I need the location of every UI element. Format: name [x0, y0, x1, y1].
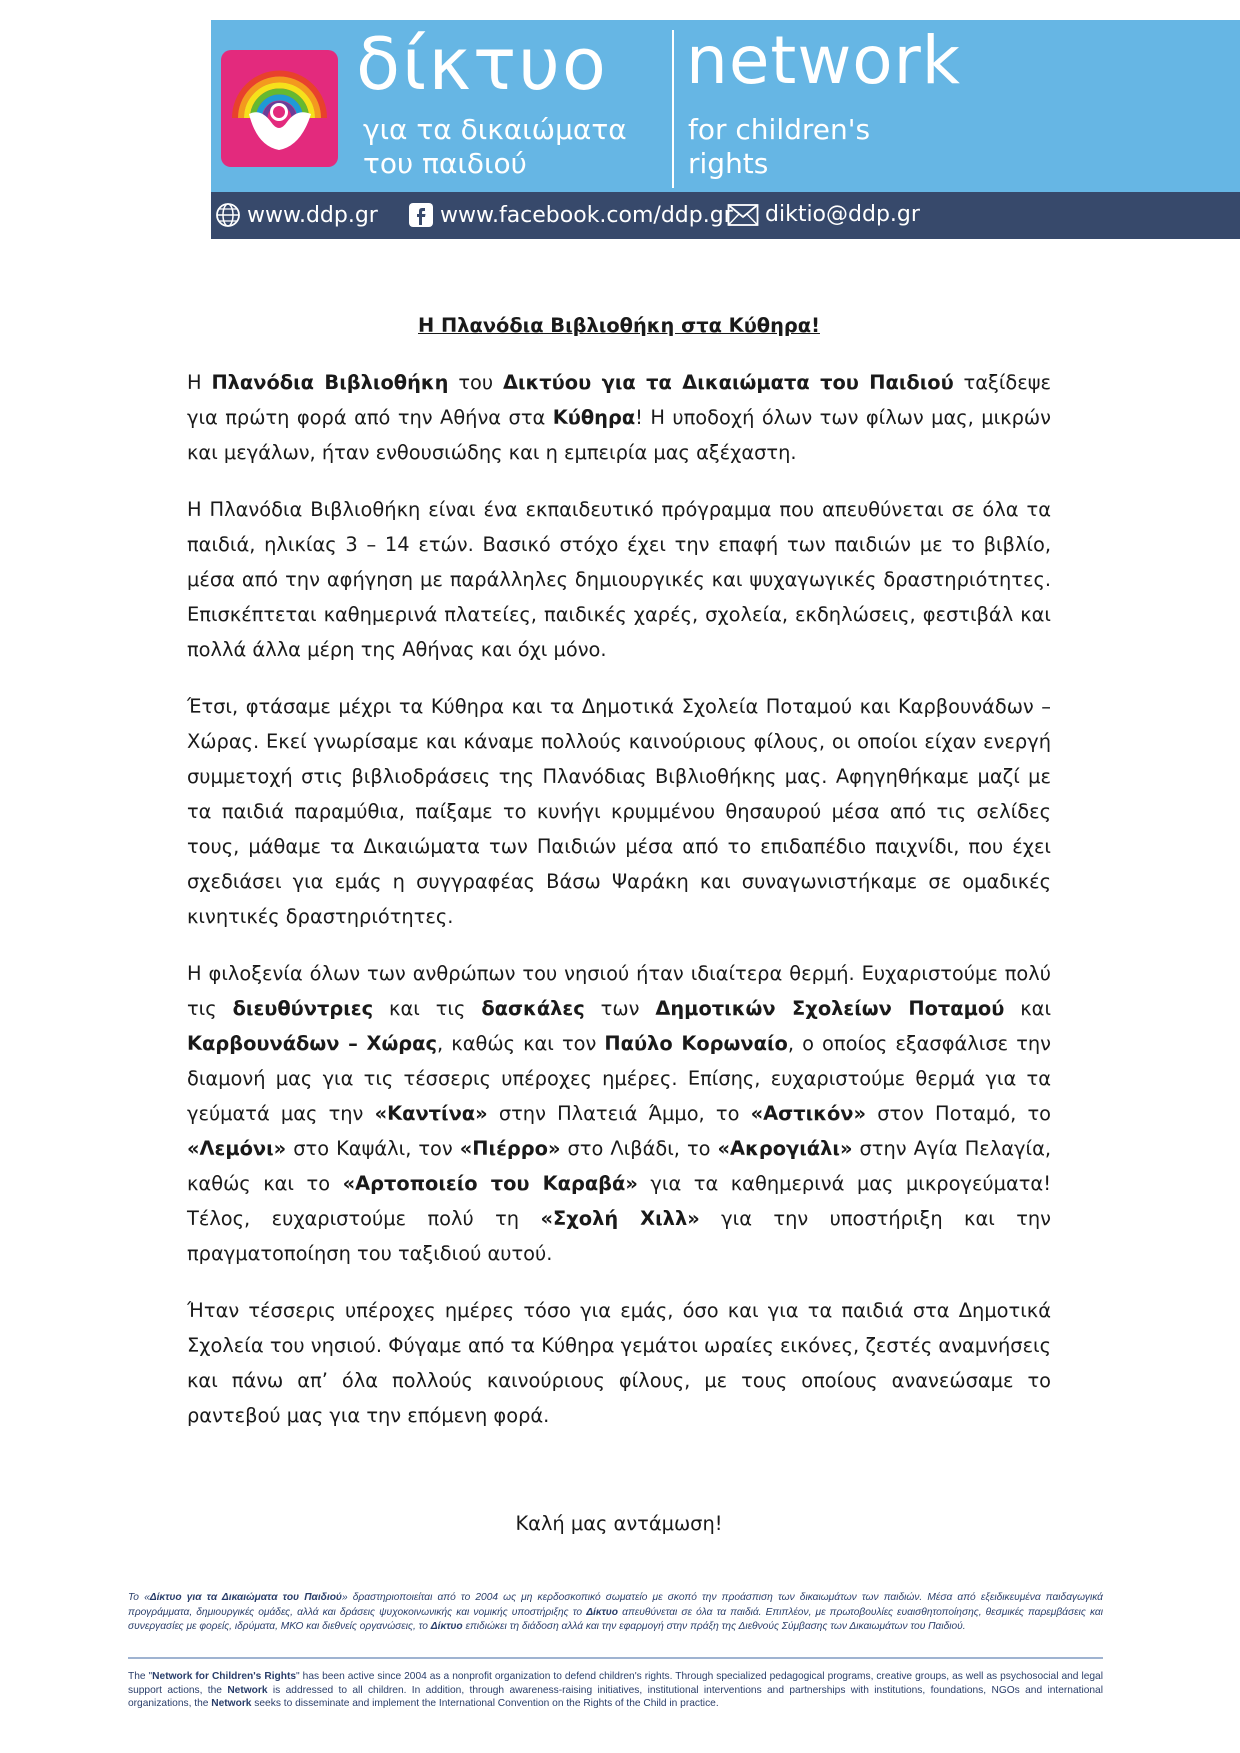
text-run: για τα καθημερινά μας μικρογεύματα! Τέλος, ευχαριστούμε πολύ τη: [187, 1172, 1051, 1230]
envelope-icon: [727, 203, 759, 227]
website-text: www.ddp.gr: [247, 202, 378, 228]
text-run: ! Η υποδοχή όλων των φίλων μας, μικρών και μεγάλων, ήταν ενθουσιώδης και η εμπειρία μας αξέχαστη.: [187, 406, 1051, 464]
rainbow-child-logo-icon: [221, 50, 338, 167]
brand-english-title: network: [686, 22, 962, 99]
text-run: ταξίδεψε για πρώτη φορά από την Αθήνα στα: [187, 371, 1051, 429]
header-banner: [211, 20, 1240, 239]
footer-greek: [128, 1591, 1103, 1635]
bold-run: Δίκτυο για τα Δικαιώματα του Παιδιού: [149, 1592, 342, 1603]
text-run: seeks to disseminate and implement the International Convention on the Rights of the Child in practice.: [251, 1698, 719, 1709]
brand-greek-subtitle-2: του παιδιού: [363, 147, 527, 180]
facebook-link[interactable]: [408, 202, 733, 228]
footer-english: [128, 1670, 1103, 1711]
bold-run: Network: [211, 1698, 252, 1709]
text-run: " has been active since 2004 as a nonprofit organization to defend children's rights. Through specialized pedagogical programs, creative groups, as well as psychosocial and legal support actions, the: [128, 1671, 1103, 1696]
bold-run: «Αρτοποιείο του Καραβά»: [342, 1172, 638, 1195]
bold-run: «Καντίνα»: [374, 1102, 488, 1125]
text-run: στο Λιβάδι, το: [560, 1137, 718, 1160]
brand-english-subtitle-1: for children's: [688, 113, 871, 146]
text-run: , καθώς και τον: [437, 1032, 605, 1055]
closing-line: Καλή μας αντάμωση!: [515, 1512, 723, 1535]
text-run: Η: [187, 371, 212, 394]
text-run: is addressed to all children. In addition, through awareness-raising initiatives, institutional interventions and partnerships with institutions, foundations, NGOs and international organizations, the: [128, 1684, 1103, 1709]
bold-run: διευθύντριες: [232, 997, 374, 1020]
footer-divider: [128, 1657, 1103, 1659]
text-run: στην Πλατειά Άμμο, το: [487, 1102, 751, 1125]
bold-run: Network for Children's Rights: [152, 1671, 297, 1682]
email-link[interactable]: [727, 202, 920, 227]
facebook-icon: [408, 202, 434, 228]
paragraph-4: [187, 956, 1051, 1271]
text-run: Το «: [128, 1592, 150, 1603]
bold-run: Network: [227, 1684, 268, 1696]
website-link[interactable]: [215, 202, 378, 228]
text-run: του: [448, 371, 503, 394]
paragraph-1: [187, 365, 1051, 470]
text-run: στον Ποταμό, το: [866, 1102, 1052, 1125]
bold-run: Δημοτικών Σχολείων Ποταμού: [655, 997, 1005, 1020]
paragraph-3: Έτσι, φτάσαμε μέχρι τα Κύθηρα και τα Δημοτικά Σχολεία Ποταμού και Καρβουνάδων – Χώρας. Εκεί γνωρίσαμε και κάναμε πολλούς καινούριους φίλους, οι οποίοι είχαν ενεργή συμμετοχή στις βιβλιοδράσεις της Πλανόδιας Βιβλιοθήκης μας. Αφηγηθήκαμε μαζί με τα παιδιά παραμύθια, παίξαμε το κυνήγι κρυμμένου θησαυρού μέσα από τις σελίδες τους, μάθαμε τα Δικαιώματα των Παιδιών μέσα από το επιδαπέδιο παιχνίδι, που έχει σχεδιάσει για εμάς η συγγραφέας Βάσω Ψαράκη και συναγωνιστήκαμε σε ομαδικές κινητικές δραστηριότητες.: [187, 695, 1051, 928]
bold-run: Κύθηρα: [552, 406, 636, 429]
text-run: των: [584, 997, 656, 1020]
text-run: στην Αγία Πελαγία, καθώς και το: [187, 1137, 1052, 1195]
paragraph-5: Ήταν τέσσερις υπέροχες ημέρες τόσο για εμάς, όσο και για τα παιδιά στα Δημοτικά Σχολεία του νησιού. Φύγαμε από τα Κύθηρα γεμάτοι ωραίες εικόνες, ζεστές αναμνήσεις και πάνω απ’ όλα πολλούς καινούριους φίλους, με τους οποίους ανανεώσαμε το ραντεβού μας για την επόμενη φορά.: [187, 1299, 1051, 1427]
globe-icon: [215, 202, 241, 228]
text-run: και: [1004, 997, 1052, 1020]
bold-run: «Λεμόνι»: [187, 1137, 287, 1160]
text-run: επιδιώκει τη διάδοση αλλά και την εφαρμογή στην πράξη της Διεθνούς Σύμβασης των Δικαιωμάτων του Παιδιού.: [462, 1621, 966, 1632]
bold-run: Καρβουνάδων – Χώρας: [187, 1032, 438, 1055]
document-body: [187, 308, 1051, 1455]
brand-english-subtitle-2: rights: [688, 147, 769, 180]
brand-divider: [672, 30, 674, 188]
bold-run: Δικτύου για τα Δικαιώματα του Παιδιού: [502, 371, 954, 394]
brand-greek-subtitle-1: για τα δικαιώματα: [363, 113, 627, 146]
bold-run: Παύλο Κορωναίο: [604, 1032, 788, 1055]
text-run: The ": [128, 1671, 153, 1682]
bold-run: δασκάλες: [481, 997, 585, 1020]
email-text: diktio@ddp.gr: [765, 202, 920, 227]
bold-run: «Σχολή Χιλλ»: [540, 1207, 700, 1230]
facebook-text: www.facebook.com/ddp.gr: [440, 202, 733, 228]
text-run: , ο οποίος εξασφάλισε την διαμονή μας για τις τέσσερις υπέροχες ημέρες. Επίσης, ευχαριστούμε θερμά για τα γεύματά μας την: [187, 1032, 1051, 1125]
bold-run: Δίκτυο: [586, 1606, 619, 1618]
bold-run: Δίκτυο: [430, 1621, 463, 1632]
logo: [221, 50, 338, 167]
bold-run: «Πιέρρο»: [459, 1137, 561, 1160]
text-run: απευθύνεται σε όλα τα παιδιά. Επιπλέον, με πρωτοβουλίες ευαισθητοποίησης, θεσμικές παρεμβάσεις και συνεργασίες με φορείς, ιδρύματα, ΜΚΟ και διεθνείς οργανώσεις, το: [128, 1606, 1103, 1632]
text-run: στο Καψάλι, τον: [286, 1137, 460, 1160]
bold-run: «Αστικόν»: [750, 1102, 867, 1125]
text-run: Η φιλοξενία όλων των ανθρώπων του νησιού ήταν ιδιαίτερα θερμή. Ευχαριστούμε πολύ τις: [187, 962, 1051, 1020]
bold-run: «Ακρογιάλι»: [717, 1137, 853, 1160]
bold-run: Πλανόδια Βιβλιοθήκη: [211, 371, 449, 394]
text-run: για την υποστήριξη και την πραγματοποίηση του ταξιδιού αυτού.: [187, 1207, 1052, 1265]
document-title: Η Πλανόδια Βιβλιοθήκη στα Κύθηρα!: [418, 314, 820, 337]
text-run: » δραστηριοποιείται από το 2004 ως μη κερδοσκοπικό σωματείο με σκοπό την προάσπιση των δικαιωμάτων των παιδιών. Μέσα από εξειδικευμένα παιδαγωγικά προγράμματα, δημιουργικές ομάδες, αλλά και δράσεις ψυχοκοινωνικής και νομικής υποστήριξης το: [128, 1592, 1103, 1618]
paragraph-2: Η Πλανόδια Βιβλιοθήκη είναι ένα εκπαιδευτικό πρόγραμμα που απευθύνεται σε όλα τα παιδιά, ηλικίας 3 – 14 ετών. Βασικό στόχο έχει την επαφή των παιδιών με το βιβλίο, μέσα από την αφήγηση με παράλληλες δημιουργικές και ψυχαγωγικές δραστηριότητες. Επισκέπτεται καθημερινά πλατείες, παιδικές χαρές, σχολεία, εκδηλώσεις, φεστιβάλ και πολλά άλλα μέρη της Αθήνας και όχι μόνο.: [187, 498, 1051, 661]
text-run: και τις: [373, 997, 482, 1020]
brand-greek-title: δίκτυο: [356, 22, 608, 106]
